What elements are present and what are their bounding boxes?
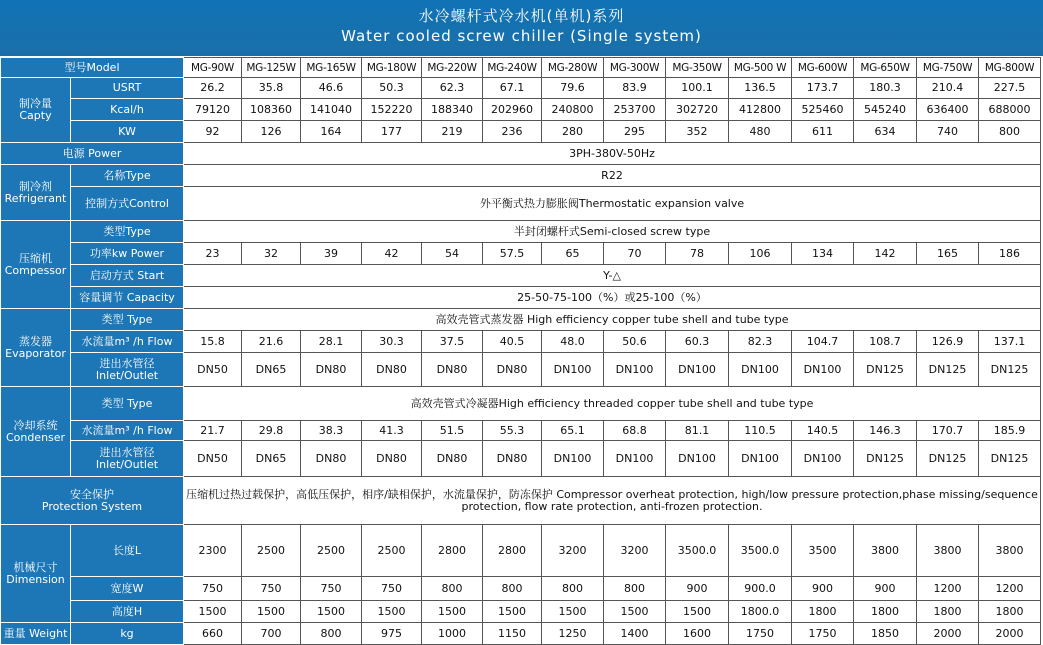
- weight-cell: 1400: [604, 623, 666, 645]
- compressor-power-cell: 78: [666, 243, 729, 265]
- dimension-group-label: 机械尺寸 Dimension: [1, 525, 71, 623]
- kcal-cell: 525460: [792, 99, 854, 121]
- evaporator-flow-cell: 48.0: [542, 331, 604, 353]
- evaporator-flow-cell: 37.5: [422, 331, 483, 353]
- compressor-power-row: [1, 243, 1041, 265]
- length-label: 长度L: [71, 525, 184, 577]
- compressor-capacity-value: 25-50-75-100（%）或25-100（%）: [184, 287, 1041, 309]
- length-cell: 3800: [917, 525, 979, 577]
- condenser-flow-cell: 55.3: [483, 421, 542, 441]
- title-chinese: 水冷螺杆式冷水机(单机)系列: [418, 7, 625, 25]
- weight-cell: 2000: [979, 623, 1041, 645]
- model-cell: MG-650W: [854, 58, 917, 78]
- kw-cell: 177: [362, 121, 422, 143]
- kcal-cell: 253700: [604, 99, 666, 121]
- compressor-start-row: [1, 265, 1041, 287]
- weight-cell: 1000: [422, 623, 483, 645]
- condenser-pipe-cell: DN100: [542, 441, 604, 477]
- width-cell: 1200: [917, 577, 979, 601]
- model-cell: MG-280W: [542, 58, 604, 78]
- model-cell: MG-300W: [604, 58, 666, 78]
- evaporator-pipe-cell: DN65: [242, 353, 301, 387]
- usrt-cell: 46.6: [301, 78, 362, 99]
- condenser-type-label: 类型 Type: [71, 387, 184, 421]
- evaporator-flow-cell: 60.3: [666, 331, 729, 353]
- compressor-group-label: 压缩机 Compessor: [1, 221, 71, 309]
- width-cell: 800: [422, 577, 483, 601]
- compressor-power-cell: 42: [362, 243, 422, 265]
- kcal-label: Kcal/h: [71, 99, 184, 121]
- evaporator-pipe-cell: DN125: [979, 353, 1041, 387]
- condenser-flow-cell: 65.1: [542, 421, 604, 441]
- usrt-cell: 62.3: [422, 78, 483, 99]
- width-cell: 750: [301, 577, 362, 601]
- evaporator-pipe-label: 进出水管径 Inlet/Outlet: [71, 353, 184, 387]
- kw-cell: 236: [483, 121, 542, 143]
- compressor-type-value: 半封闭螺杆式Semi-closed screw type: [184, 221, 1041, 243]
- width-cell: 800: [483, 577, 542, 601]
- evaporator-pipe-cell: DN100: [604, 353, 666, 387]
- width-row: [1, 577, 1041, 601]
- model-cell: MG-90W: [184, 58, 242, 78]
- kcal-cell: 302720: [666, 99, 729, 121]
- weight-cell: 660: [184, 623, 242, 645]
- model-cell: MG-500 W: [729, 58, 792, 78]
- usrt-label: USRT: [71, 78, 184, 99]
- evaporator-flow-cell: 137.1: [979, 331, 1041, 353]
- width-label: 宽度W: [71, 577, 184, 601]
- model-cell: MG-240W: [483, 58, 542, 78]
- usrt-cell: 79.6: [542, 78, 604, 99]
- width-cell: 750: [362, 577, 422, 601]
- length-cell: 3200: [604, 525, 666, 577]
- model-cell: MG-180W: [362, 58, 422, 78]
- evaporator-flow-cell: 126.9: [917, 331, 979, 353]
- protection-label: 安全保护 Protection System: [1, 477, 184, 525]
- weight-cell: 1750: [729, 623, 792, 645]
- width-cell: 900.0: [729, 577, 792, 601]
- compressor-power-cell: 70: [604, 243, 666, 265]
- evaporator-pipe-cell: DN50: [184, 353, 242, 387]
- condenser-pipe-cell: DN125: [854, 441, 917, 477]
- height-cell: 1800: [792, 601, 854, 623]
- usrt-cell: 100.1: [666, 78, 729, 99]
- length-cell: 2500: [242, 525, 301, 577]
- width-cell: 750: [184, 577, 242, 601]
- width-cell: 750: [242, 577, 301, 601]
- evaporator-flow-cell: 21.6: [242, 331, 301, 353]
- kcal-cell: 152220: [362, 99, 422, 121]
- length-cell: 2800: [422, 525, 483, 577]
- width-cell: 900: [666, 577, 729, 601]
- weight-cell: 975: [362, 623, 422, 645]
- condenser-flow-cell: 185.9: [979, 421, 1041, 441]
- title-banner: [0, 0, 1043, 56]
- usrt-cell: 180.3: [854, 78, 917, 99]
- condenser-flow-cell: 51.5: [422, 421, 483, 441]
- height-cell: 1800: [979, 601, 1041, 623]
- compressor-power-cell: 165: [917, 243, 979, 265]
- compressor-type-row: [1, 221, 1041, 243]
- weight-cell: 700: [242, 623, 301, 645]
- kw-cell: 92: [184, 121, 242, 143]
- height-cell: 1800.0: [729, 601, 792, 623]
- length-cell: 2500: [301, 525, 362, 577]
- model-cell: MG-800W: [979, 58, 1041, 78]
- kcal-cell: 412800: [729, 99, 792, 121]
- refrigerant-type-row: [1, 165, 1041, 187]
- usrt-cell: 26.2: [184, 78, 242, 99]
- kcal-cell: 545240: [854, 99, 917, 121]
- evaporator-pipe-cell: DN100: [792, 353, 854, 387]
- usrt-cell: 173.7: [792, 78, 854, 99]
- weight-cell: 800: [301, 623, 362, 645]
- usrt-cell: 136.5: [729, 78, 792, 99]
- length-cell: 2800: [483, 525, 542, 577]
- evaporator-pipe-cell: DN80: [483, 353, 542, 387]
- kcal-row: [1, 99, 1041, 121]
- refrigerant-type-label: 名称Type: [71, 165, 184, 187]
- evaporator-group-label: 蒸发器 Evaporator: [1, 309, 71, 387]
- kw-cell: 126: [242, 121, 301, 143]
- length-cell: 3800: [979, 525, 1041, 577]
- condenser-flow-cell: 41.3: [362, 421, 422, 441]
- evaporator-type-label: 类型 Type: [71, 309, 184, 331]
- compressor-type-label: 类型Type: [71, 221, 184, 243]
- model-cell: MG-750W: [917, 58, 979, 78]
- kcal-cell: 240800: [542, 99, 604, 121]
- evaporator-pipe-cell: DN100: [666, 353, 729, 387]
- kcal-cell: 688000: [979, 99, 1041, 121]
- condenser-pipe-cell: DN50: [184, 441, 242, 477]
- weight-cell: 1600: [666, 623, 729, 645]
- usrt-cell: 83.9: [604, 78, 666, 99]
- condenser-flow-cell: 110.5: [729, 421, 792, 441]
- height-cell: 1500: [242, 601, 301, 623]
- weight-label: 重量 Weight: [1, 623, 71, 645]
- usrt-cell: 50.3: [362, 78, 422, 99]
- compressor-power-cell: 106: [729, 243, 792, 265]
- condenser-pipe-cell: DN125: [979, 441, 1041, 477]
- condenser-pipe-cell: DN80: [422, 441, 483, 477]
- kw-row: [1, 121, 1041, 143]
- condenser-pipe-cell: DN80: [483, 441, 542, 477]
- kcal-cell: 636400: [917, 99, 979, 121]
- compressor-capacity-label: 容量调节 Capacity: [71, 287, 184, 309]
- condenser-flow-cell: 140.5: [792, 421, 854, 441]
- condenser-pipe-cell: DN65: [242, 441, 301, 477]
- protection-value: 压缩机过热过载保护，高低压保护，相序/缺相保护，水流量保护，防冻保护 Compressor overheat protection, high/low pressure protection,phase missing/sequence protection, flow rate protection, anti-frozen protection.: [184, 477, 1041, 525]
- evaporator-flow-label: 水流量m³ /h Flow: [71, 331, 184, 353]
- evaporator-flow-cell: 82.3: [729, 331, 792, 353]
- power-value: 3PH-380V-50Hz: [184, 143, 1041, 165]
- usrt-cell: 67.1: [483, 78, 542, 99]
- kw-cell: 295: [604, 121, 666, 143]
- evaporator-flow-cell: 108.7: [854, 331, 917, 353]
- kcal-cell: 108360: [242, 99, 301, 121]
- power-row: [1, 143, 1041, 165]
- compressor-power-cell: 57.5: [483, 243, 542, 265]
- refrigerant-group-label: 制冷剂 Refrigerant: [1, 165, 71, 221]
- compressor-power-cell: 65: [542, 243, 604, 265]
- length-cell: 3800: [854, 525, 917, 577]
- kw-label: KW: [71, 121, 184, 143]
- height-cell: 1500: [542, 601, 604, 623]
- evaporator-pipe-cell: DN125: [854, 353, 917, 387]
- height-label: 高度H: [71, 601, 184, 623]
- condenser-pipe-label: 进出水管径 Inlet/Outlet: [71, 441, 184, 477]
- evaporator-pipe-cell: DN80: [301, 353, 362, 387]
- usrt-cell: 35.8: [242, 78, 301, 99]
- title-english: Water cooled screw chiller (Single system): [341, 27, 702, 45]
- height-cell: 1800: [854, 601, 917, 623]
- length-cell: 3500.0: [666, 525, 729, 577]
- power-label: 电源 Power: [1, 143, 184, 165]
- condenser-type-value: 高效壳管式冷凝器High efficiency threaded copper tube shell and tube type: [184, 387, 1041, 421]
- evaporator-flow-cell: 40.5: [483, 331, 542, 353]
- condenser-flow-cell: 170.7: [917, 421, 979, 441]
- compressor-power-cell: 39: [301, 243, 362, 265]
- kw-cell: 280: [542, 121, 604, 143]
- kw-cell: 740: [917, 121, 979, 143]
- kw-cell: 800: [979, 121, 1041, 143]
- spec-table: [0, 57, 1041, 645]
- usrt-row: [1, 78, 1041, 99]
- condenser-pipe-cell: DN100: [666, 441, 729, 477]
- condenser-flow-cell: 68.8: [604, 421, 666, 441]
- kcal-cell: 202960: [483, 99, 542, 121]
- condenser-pipe-cell: DN80: [301, 441, 362, 477]
- length-cell: 2300: [184, 525, 242, 577]
- refrigerant-control-value: 外平衡式热力膨胀阀Thermostatic expansion valve: [184, 187, 1041, 221]
- condenser-pipe-row: [1, 441, 1041, 477]
- weight-cell: 2000: [917, 623, 979, 645]
- weight-cell: 1150: [483, 623, 542, 645]
- model-cell: MG-600W: [792, 58, 854, 78]
- width-cell: 800: [604, 577, 666, 601]
- refrigerant-type-value: R22: [184, 165, 1041, 187]
- capacity-group-label: 制冷量 Capty: [1, 78, 71, 143]
- condenser-flow-cell: 81.1: [666, 421, 729, 441]
- usrt-cell: 210.4: [917, 78, 979, 99]
- compressor-power-cell: 186: [979, 243, 1041, 265]
- condenser-type-row: [1, 387, 1041, 421]
- protection-row: [1, 477, 1041, 525]
- model-cell: MG-125W: [242, 58, 301, 78]
- length-cell: 3500.0: [729, 525, 792, 577]
- length-cell: 3200: [542, 525, 604, 577]
- compressor-power-cell: 23: [184, 243, 242, 265]
- evaporator-pipe-cell: DN100: [729, 353, 792, 387]
- compressor-power-cell: 134: [792, 243, 854, 265]
- model-cell: MG-165W: [301, 58, 362, 78]
- condenser-flow-row: [1, 421, 1041, 441]
- kw-cell: 480: [729, 121, 792, 143]
- evaporator-pipe-cell: DN80: [362, 353, 422, 387]
- height-cell: 1500: [301, 601, 362, 623]
- kw-cell: 611: [792, 121, 854, 143]
- height-cell: 1500: [604, 601, 666, 623]
- kcal-cell: 141040: [301, 99, 362, 121]
- height-cell: 1800: [917, 601, 979, 623]
- model-row: [1, 58, 1041, 78]
- evaporator-pipe-row: [1, 353, 1041, 387]
- evaporator-pipe-cell: DN80: [422, 353, 483, 387]
- evaporator-flow-cell: 30.3: [362, 331, 422, 353]
- model-cell: MG-220W: [422, 58, 483, 78]
- refrigerant-control-label: 控制方式Control: [71, 187, 184, 221]
- kcal-cell: 188340: [422, 99, 483, 121]
- weight-cell: 1750: [792, 623, 854, 645]
- compressor-capacity-row: [1, 287, 1041, 309]
- kw-cell: 634: [854, 121, 917, 143]
- condenser-pipe-cell: DN100: [792, 441, 854, 477]
- weight-unit: kg: [71, 623, 184, 645]
- condenser-pipe-cell: DN100: [604, 441, 666, 477]
- evaporator-flow-cell: 104.7: [792, 331, 854, 353]
- usrt-cell: 227.5: [979, 78, 1041, 99]
- evaporator-flow-row: [1, 331, 1041, 353]
- height-cell: 1500: [362, 601, 422, 623]
- width-cell: 900: [854, 577, 917, 601]
- height-cell: 1500: [666, 601, 729, 623]
- model-cell: MG-350W: [666, 58, 729, 78]
- condenser-flow-label: 水流量m³ /h Flow: [71, 421, 184, 441]
- kcal-cell: 79120: [184, 99, 242, 121]
- condenser-pipe-cell: DN80: [362, 441, 422, 477]
- length-row: [1, 525, 1041, 577]
- height-cell: 1500: [422, 601, 483, 623]
- width-cell: 900: [792, 577, 854, 601]
- condenser-flow-cell: 21.7: [184, 421, 242, 441]
- kw-cell: 352: [666, 121, 729, 143]
- evaporator-flow-cell: 15.8: [184, 331, 242, 353]
- compressor-power-cell: 142: [854, 243, 917, 265]
- condenser-flow-cell: 29.8: [242, 421, 301, 441]
- weight-cell: 1250: [542, 623, 604, 645]
- width-cell: 800: [542, 577, 604, 601]
- condenser-pipe-cell: DN125: [917, 441, 979, 477]
- height-cell: 1500: [184, 601, 242, 623]
- condenser-flow-cell: 38.3: [301, 421, 362, 441]
- weight-cell: 1850: [854, 623, 917, 645]
- compressor-power-cell: 54: [422, 243, 483, 265]
- refrigerant-control-row: [1, 187, 1041, 221]
- model-label: 型号Model: [1, 58, 184, 78]
- compressor-start-label: 启动方式 Start: [71, 265, 184, 287]
- kw-cell: 164: [301, 121, 362, 143]
- evaporator-flow-cell: 50.6: [604, 331, 666, 353]
- height-cell: 1500: [483, 601, 542, 623]
- evaporator-flow-cell: 28.1: [301, 331, 362, 353]
- compressor-start-value: Y-△: [184, 265, 1041, 287]
- length-cell: 2500: [362, 525, 422, 577]
- kw-cell: 219: [422, 121, 483, 143]
- condenser-pipe-cell: DN100: [729, 441, 792, 477]
- compressor-power-cell: 32: [242, 243, 301, 265]
- length-cell: 3500: [792, 525, 854, 577]
- height-row: [1, 601, 1041, 623]
- evaporator-type-value: 高效壳管式蒸发器 High efficiency copper tube shell and tube type: [184, 309, 1041, 331]
- weight-row: [1, 623, 1041, 645]
- evaporator-pipe-cell: DN125: [917, 353, 979, 387]
- width-cell: 1200: [979, 577, 1041, 601]
- condenser-group-label: 冷却系统 Condenser: [1, 387, 71, 477]
- evaporator-pipe-cell: DN100: [542, 353, 604, 387]
- condenser-flow-cell: 146.3: [854, 421, 917, 441]
- evaporator-type-row: [1, 309, 1041, 331]
- compressor-power-label: 功率kw Power: [71, 243, 184, 265]
